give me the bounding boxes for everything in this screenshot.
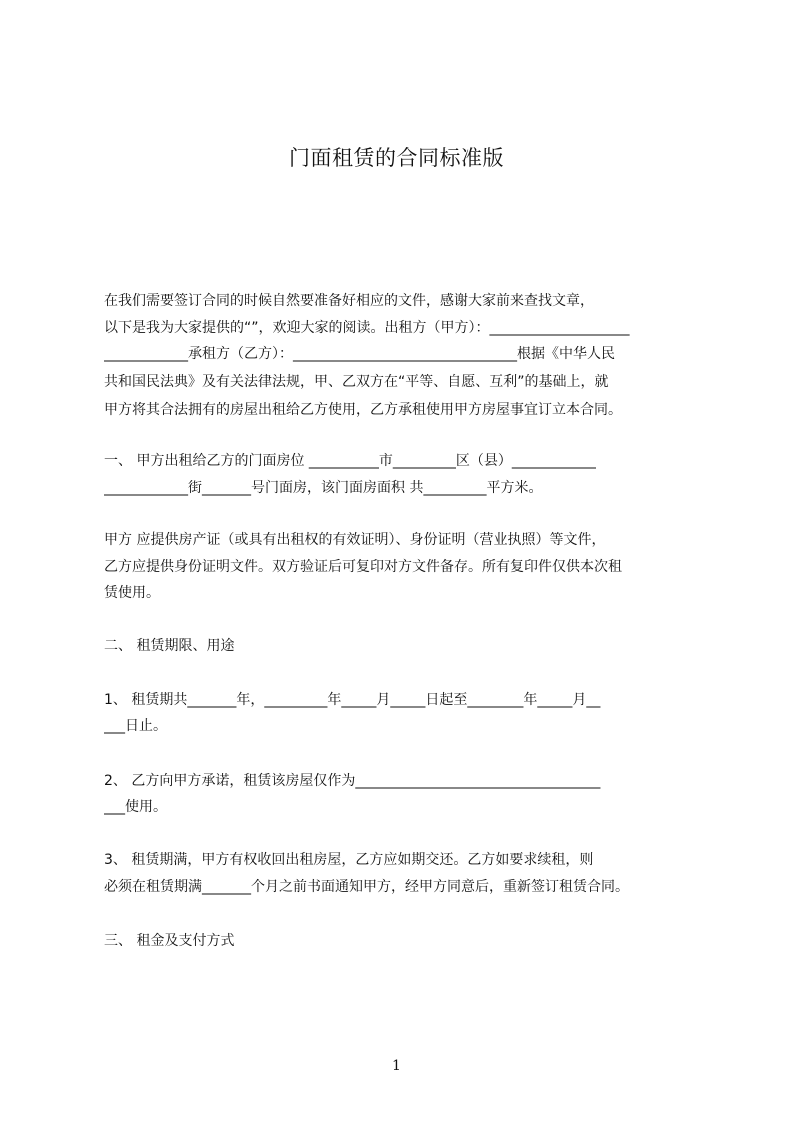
body-line: ____________承租方（乙方）：________________________________根据《中华人民 (104, 346, 615, 362)
page-number: 1 (392, 1058, 401, 1074)
section-heading: 三、 租金及支付方式 (104, 933, 235, 949)
body-line: 1、 租赁期共_______年，_________年_____月_____日起至________年_____月__ (104, 692, 601, 708)
body-line: 甲方 应提供房产证（或具有出租权的有效证明）、身份证明（营业执照）等文件， (104, 532, 606, 548)
body-line: 以下是我为大家提供的“”，欢迎大家的阅读。出租方（甲方）：____________________ (104, 320, 630, 336)
body-line: 赁使用。 (104, 585, 160, 601)
body-line: ____________街_______号门面房，该门面房面积 共_________平方米。 (104, 480, 543, 496)
body-line: 3、 租赁期满，甲方有权收回出租房屋，乙方应如期交还。乙方如要求续租，则 (104, 852, 594, 868)
body-line: 乙方应提供身份证明文件。双方验证后可复印对方文件备存。所有复印件仅供本次租 (104, 559, 622, 575)
body-line: 一、 甲方出租给乙方的门面房位 __________市_________区（县）____________ (104, 453, 596, 469)
body-line: 甲方将其合法拥有的房屋出租给乙方使用，乙方承租使用甲方房屋事宜订立本合同。 (104, 402, 622, 418)
body-line: 共和国民法典》及有关法律法规，甲、乙双方在“平等、自愿、互利”的基础上，就 (104, 374, 609, 390)
document-title: 门面租赁的合同标准版 (289, 146, 504, 170)
section-heading: 二、 租赁期限、用途 (104, 638, 235, 654)
body-line: 必须在租赁期满_______个月之前书面通知甲方，经甲方同意后，重新签订租赁合同。 (104, 879, 629, 895)
body-line: 在我们需要签订合同的时候自然要准备好相应的文件，感谢大家前来查找文章， (104, 293, 594, 309)
body-line: ___使用。 (104, 799, 167, 815)
body-line: 2、 乙方向甲方承诺，租赁该房屋仅作为___________________________________ (104, 773, 601, 789)
body-line: ___日止。 (104, 718, 167, 734)
